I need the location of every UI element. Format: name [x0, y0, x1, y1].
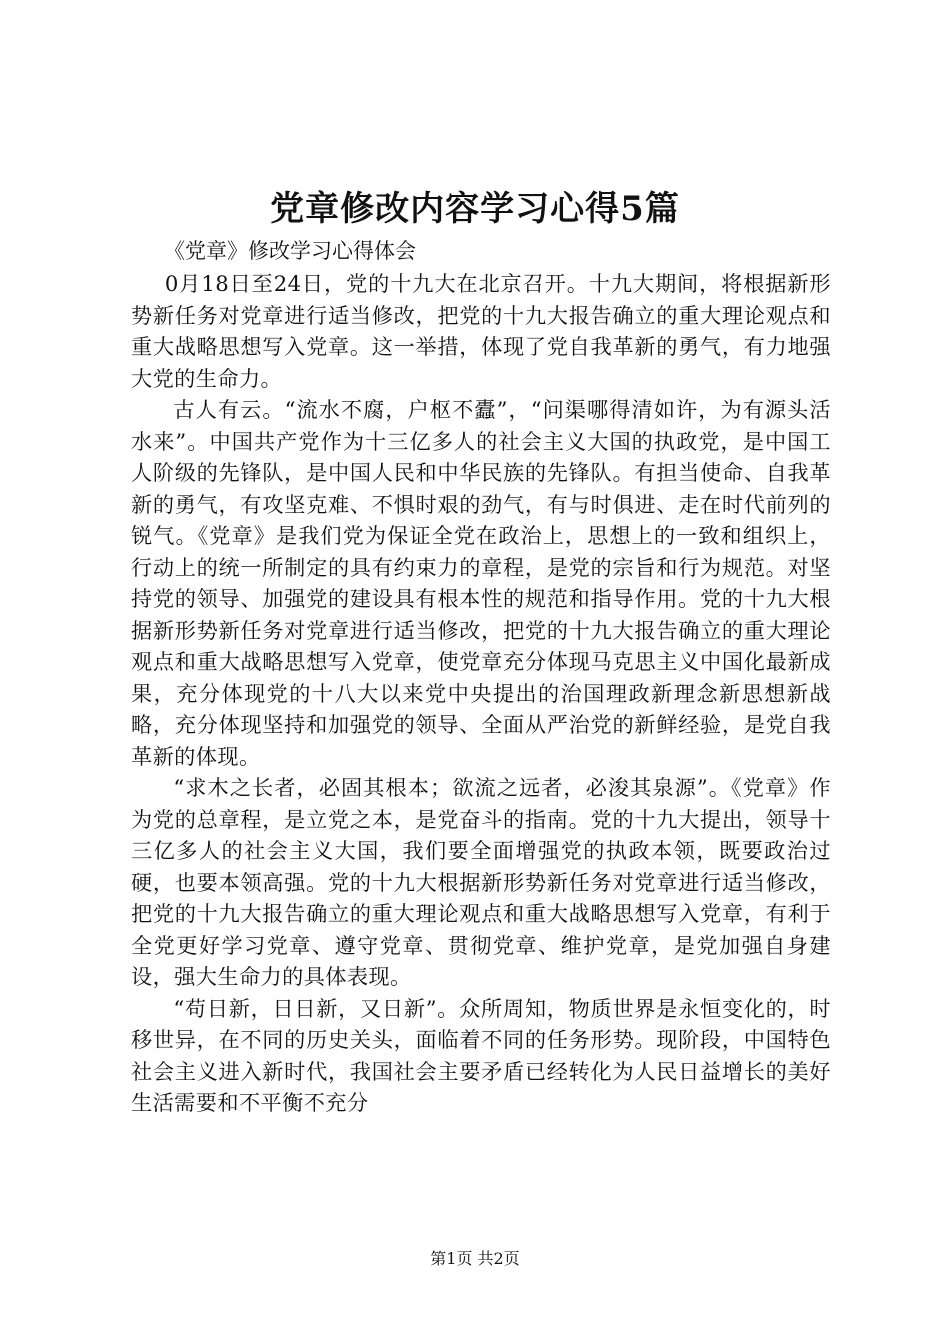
document-body — [131, 268, 831, 1119]
body-paragraph-2: 古人有云。“流水不腐，户枢不蠹”，“问渠哪得清如许，为有源头活水来”。中国共产党作为十三亿多人的社会主义大国的执政党，是中国工人阶级的先锋队，是中国人民和中华民族的先锋队。有担当使命、自我革新的勇气，有攻坚克难、不惧时艰的劲气，有与时俱进、走在时代前列的锐气。《党章》是我们党为保证全党在政治上，思想上的一致和组织上，行动上的统一所制定的具有约束力的章程，是党的宗旨和行为规范。对坚持党的领导、加强党的建设具有根本性的规范和指导作用。党的十九大根据新形势新任务对党章进行适当修改，把党的十九大报告确立的重大理论观点和重大战略思想写入党章，使党章充分体现马克思主义中国化最新成果，充分体现党的十八大以来党中央提出的治国理政新理念新思想新战略，充分体现坚持和加强党的领导、全面从严治党的新鲜经验，是党自我革新的体现。 — [131, 397, 831, 769]
body-paragraph-3: “求木之长者，必固其根本；欲流之远者，必浚其泉源”。《党章》作为党的总章程，是立党之本，是党奋斗的指南。党的十九大提出，领导十三亿多人的社会主义大国，我们要全面增强党的执政本领，既要政治过硬，也要本领高强。党的十九大根据新形势新任务对党章进行适当修改，把党的十九大报告确立的重大理论观点和重大战略思想写入党章，有利于全党更好学习党章、遵守党章、贯彻党章、维护党章，是党加强自身建设，强大生命力的具体表现。 — [131, 775, 831, 989]
body-paragraph-1: 0月18日至24日，党的十九大在北京召开。十九大期间，将根据新形势新任务对党章进行适当修改，把党的十九大报告确立的重大理论观点和重大战略思想写入党章。这一举措，体现了党自我革新的勇气，有力地强大党的生命力。 — [131, 271, 831, 391]
body-paragraph-4: “苟日新，日日新，又日新”。众所周知，物质世界是永恒变化的，时移世异，在不同的历史关头，面临着不同的任务形势。现阶段，中国特色社会主义进入新时代，我国社会主要矛盾已经转化为人民日益增长的美好生活需要和不平衡不充分 — [131, 995, 831, 1115]
document-title: 党章修改内容学习心得5篇 — [270, 189, 680, 229]
page-footer: 第1页 共2页 — [430, 1249, 520, 1268]
document-subtitle: 《党章》修改学习心得体会 — [164, 239, 416, 263]
